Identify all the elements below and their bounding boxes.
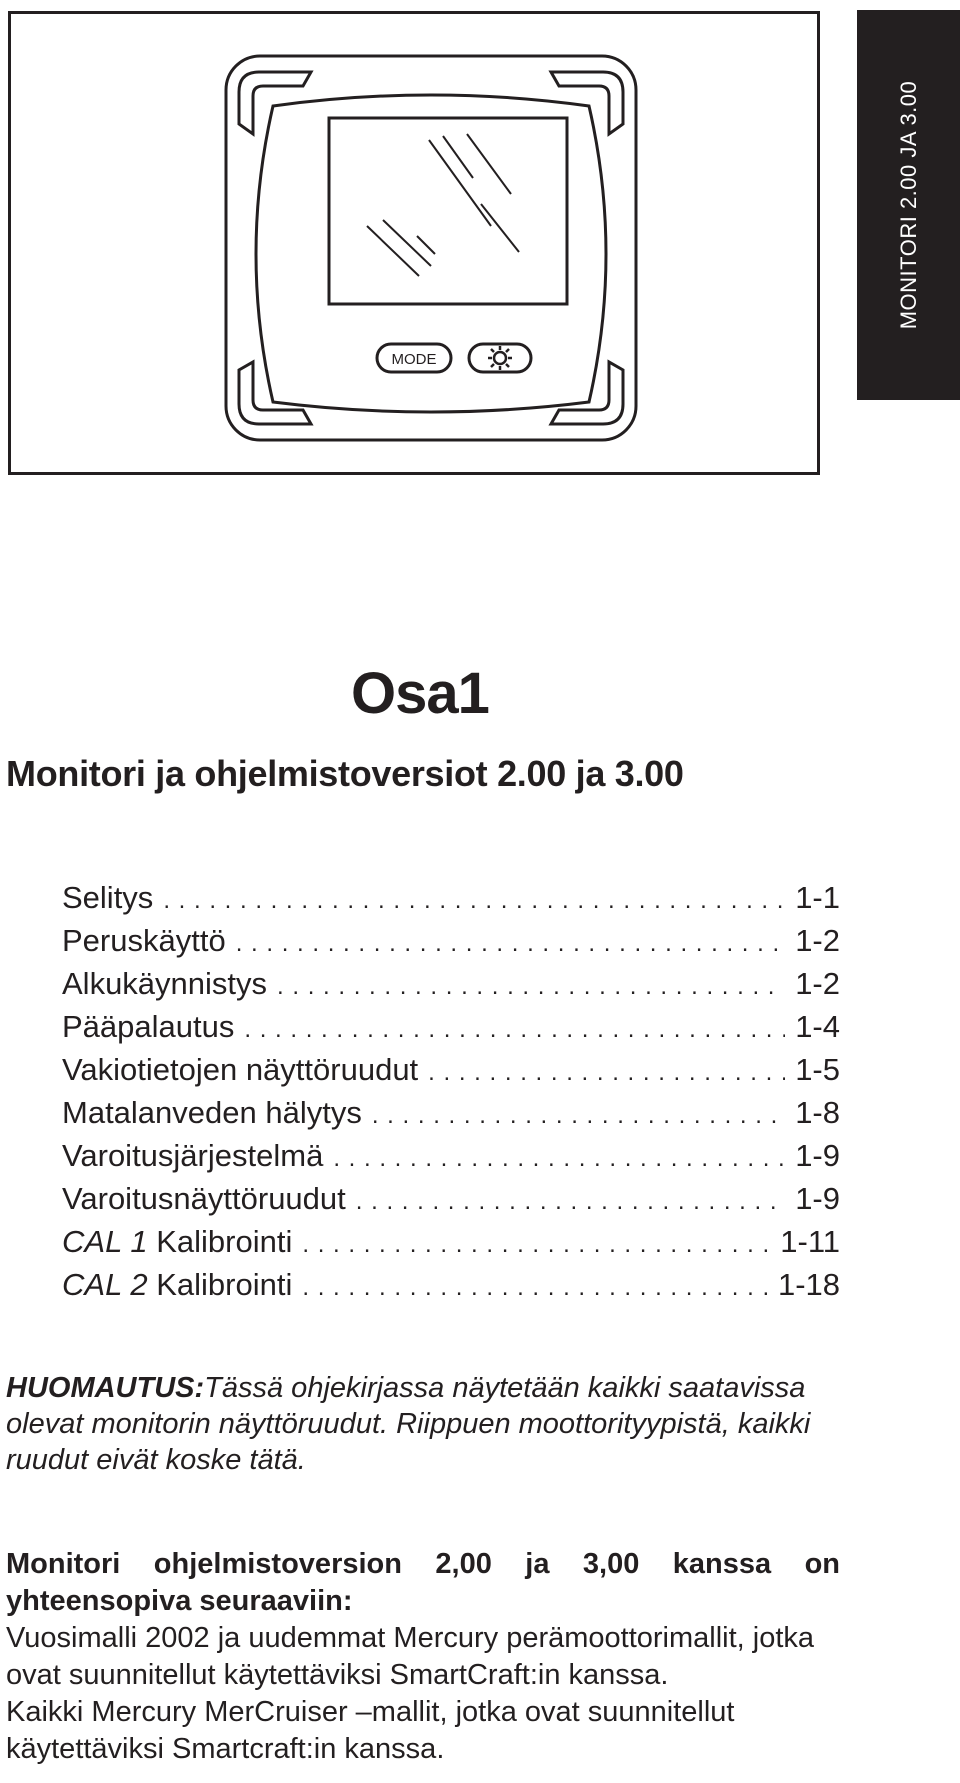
compatibility-line: Kaikki Mercury MerCruiser –mallit, jotka ovat suunnitellut käytettäviksi Smartcraft:in kanssa.	[6, 1696, 735, 1765]
side-tab-label: MONITORI 2.00 JA 3.00	[895, 80, 921, 330]
toc-entry[interactable]	[62, 1009, 840, 1052]
toc-leader-dots	[333, 1145, 785, 1173]
toc-entry[interactable]	[62, 923, 840, 966]
note-paragraph	[6, 1370, 840, 1478]
toc-leader-dots	[277, 973, 785, 1001]
toc-leader-dots	[372, 1102, 785, 1130]
toc-entry[interactable]	[62, 1052, 840, 1095]
toc-entry[interactable]	[62, 880, 840, 923]
toc-entry[interactable]	[62, 1095, 840, 1138]
toc-entry[interactable]	[62, 1138, 840, 1181]
toc-entry-page: 1-5	[795, 1052, 840, 1087]
toc-entry-page: 1-2	[795, 923, 840, 958]
toc-leader-dots	[356, 1188, 785, 1216]
toc-leader-dots	[163, 887, 785, 915]
toc-entry-page: 1-8	[795, 1095, 840, 1130]
toc-entry-page: 1-4	[795, 1009, 840, 1044]
toc-entry-label: Vakiotietojen näyttöruudut	[62, 1052, 419, 1087]
chapter-title: Osa1	[351, 661, 489, 726]
toc-entry-label: Alkukäynnistys	[62, 966, 268, 1001]
compatibility-body	[6, 1620, 840, 1768]
toc-entry-page: 1-11	[780, 1224, 840, 1259]
toc-entry[interactable]	[62, 966, 840, 1009]
compatibility-heading: Monitori ohjelmistoversion 2,00 ja 3,00 kanssa on yhteensopiva seuraaviin:	[6, 1548, 840, 1617]
toc-entry-page: 1-1	[795, 880, 840, 915]
toc-leader-dots	[302, 1231, 770, 1259]
toc-entry-page: 1-2	[795, 966, 840, 1001]
toc-entry[interactable]	[62, 1224, 840, 1267]
note-text: Tässä ohjekirjassa näytetään kaikki saatavissa olevat monitorin näyttöruudut. Riippuen moottorityypistä, kaikki ruudut eivät koske tätä.	[6, 1372, 811, 1476]
monitor-illustration	[8, 11, 820, 475]
toc-entry-page: 1-9	[795, 1181, 840, 1216]
monitor-bezel	[226, 56, 636, 440]
note-label: HUOMAUTUS:	[6, 1372, 205, 1404]
toc-entry-label: Pääpalautus	[62, 1009, 235, 1044]
mode-button-label: MODE	[391, 351, 437, 368]
toc-entry[interactable]	[62, 1267, 840, 1310]
toc-entry-label: Matalanveden hälytys	[62, 1095, 362, 1130]
toc-entry-label: Peruskäyttö	[62, 923, 226, 958]
toc-entry-label: Varoitusjärjestelmä	[62, 1138, 324, 1173]
compatibility-line: Vuosimalli 2002 ja uudemmat Mercury perämoottorimallit, jotka ovat suunnitellut käytettäviksi SmartCraft:in kanssa.	[6, 1622, 815, 1691]
toc-entry-label: Varoitusnäyttöruudut	[62, 1181, 346, 1216]
monitor-drawing	[11, 14, 817, 472]
chapter-subtitle: Monitori ja ohjelmistoversiot 2.00 ja 3.00	[6, 753, 684, 794]
toc-leader-dots	[236, 930, 785, 958]
toc-entry-page: 1-9	[795, 1138, 840, 1173]
toc-leader-dots	[302, 1274, 768, 1302]
section-side-tab	[857, 10, 960, 400]
toc-entry-label: Selitys	[62, 880, 154, 915]
toc-entry-label: CAL 2 Kalibrointi	[62, 1267, 293, 1302]
table-of-contents	[62, 880, 840, 1310]
toc-entry-label: CAL 1 Kalibrointi	[62, 1224, 293, 1259]
compatibility-section	[6, 1546, 840, 1768]
toc-leader-dots	[428, 1059, 785, 1087]
toc-entry-page: 1-18	[777, 1267, 840, 1302]
toc-leader-dots	[244, 1016, 785, 1044]
toc-entry[interactable]	[62, 1181, 840, 1224]
